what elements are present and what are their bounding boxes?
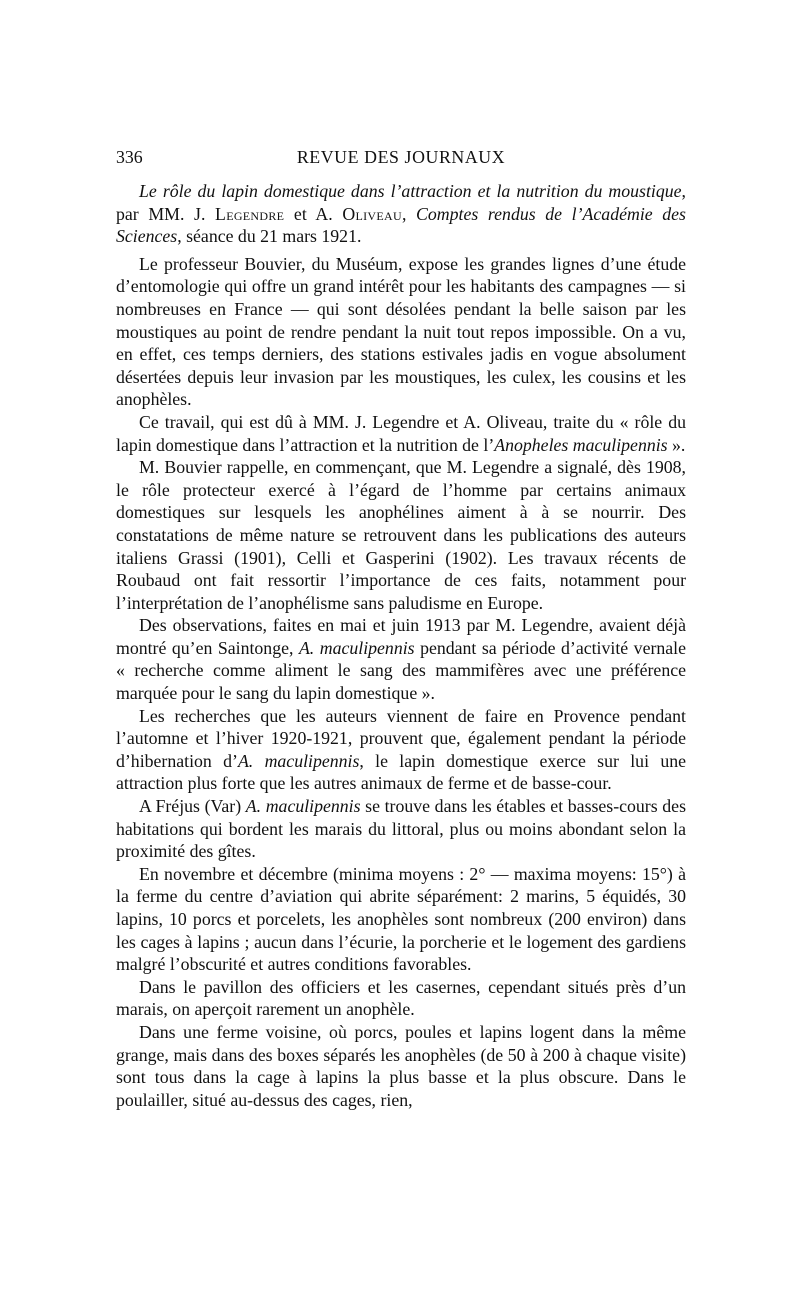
species-name: Anopheles maculipennis [494, 434, 668, 455]
species-name: A. maculipennis [237, 750, 360, 771]
author-legendre: Legendre [215, 203, 285, 224]
paragraph-5 [116, 705, 686, 795]
session-date: , séance du 21 mars 1921. [177, 226, 362, 247]
article-title: Le rôle du lapin domestique dans l’attraction et la nutrition du moustique [139, 181, 682, 201]
journal-page [116, 146, 686, 1111]
paragraph-5-text: Les recherches que les auteurs viennent de faire en Provence pendant l’automne et l’hiver 1920-1921, prouvent que, également pendant la période d’hibernation d’ [116, 705, 686, 771]
paragraph-6 [116, 795, 686, 863]
page-header [116, 146, 686, 172]
article-citation [116, 180, 686, 248]
paragraph-2 [116, 411, 686, 456]
author-oliveau: Oliveau [342, 203, 402, 224]
species-name: A. maculipennis [298, 637, 415, 658]
citation-separator: , [401, 203, 417, 224]
paragraph-2-text: Ce travail, qui est dû à MM. J. Legendre et A. Oliveau, traite du « rôle du lapin domestique dans l’attraction et la nutrition de l’ [116, 411, 686, 455]
paragraph-1: Le professeur Bouvier, du Muséum, expose les grandes lignes d’une étude d’entomologie qui offre un grand intérêt pour les habitants des campagnes — si nombreuses en France — qui sont désolées pendant la belle saison par les moustiques au point de rendre pendant la nuit tout repos impossible. On a vu, en effet, ces temps derniers, des stations estivales jadis en vogue absolument désertées depuis leur invasion par les moustiques, les culex, les cousins et les anophèles. [116, 253, 686, 410]
citation-and: et A. [284, 203, 343, 224]
citation-by: , par MM. J. [116, 181, 686, 224]
paragraph-2-end: ». [667, 434, 686, 455]
species-name: A. maculipennis [245, 796, 361, 817]
paragraph-4 [116, 614, 686, 704]
paragraph-9: Dans une ferme voisine, où porcs, poules et lapins logent dans la même grange, mais dans des boxes séparés les anophèles (de 50 à 200 à chaque visite) sont tous dans la cage à lapins la plus basse et la plus obscure. Dans le poulailler, situé au-dessus des cages, rien, [116, 1021, 686, 1110]
paragraph-5-end: , le lapin domestique exerce sur lui une attraction plus forte que les autres animaux de ferme et de basse-cour. [116, 750, 686, 794]
journal-name: Comptes rendus de l’Académie des Sciences [116, 203, 686, 247]
paragraph-6-text: A Fréjus (Var) [139, 796, 246, 817]
paragraph-4-end: pendant sa période d’activité vernale « recherche comme aliment le sang des mammifères avec une préférence marquée pour le sang du lapin domestique ». [116, 637, 686, 704]
running-title: REVUE DES JOURNAUX [296, 147, 506, 167]
paragraph-7: En novembre et décembre (minima moyens : 2° — maxima moyens: 15°) à la ferme du centre d’aviation qui abrite séparément: 2 marins, 5 équidés, 30 lapins, 10 porcs et porcelets, les anophèles sont nombreux (200 environ) dans les cages à lapins ; aucun dans l’écurie, la porcherie et le logement des gardiens malgré l’obscurité et autres conditions favorables. [116, 863, 686, 975]
paragraph-8: Dans le pavillon des officiers et les casernes, cependant situés près d’un marais, on aperçoit rarement un anophèle. [116, 976, 686, 1020]
page-number: 336 [116, 147, 143, 167]
paragraph-6-end: se trouve dans les étables et basses-cours des habitations qui bordent les marais du littoral, plus ou moins abondant selon la proximité des gîtes. [116, 796, 686, 862]
paragraph-4-text: Des observations, faites en mai et juin 1913 par M. Legendre, avaient déjà montré qu’en Saintonge, [116, 615, 686, 658]
paragraph-3: M. Bouvier rappelle, en commençant, que M. Legendre a signalé, dès 1908, le rôle protecteur exercé à l’égard de l’homme par certains animaux domestiques sur lesquels les anophélines aiment à à se nourrir. Des constatations de même nature se retrouvent dans les publications des auteurs italiens Grassi (1901), Celli et Gasperini (1902). Les travaux récents de Roubaud ont fait ressortir l’importance de ces faits, notamment pour l’interprétation de l’anophélisme sans paludisme en Europe. [116, 457, 686, 613]
